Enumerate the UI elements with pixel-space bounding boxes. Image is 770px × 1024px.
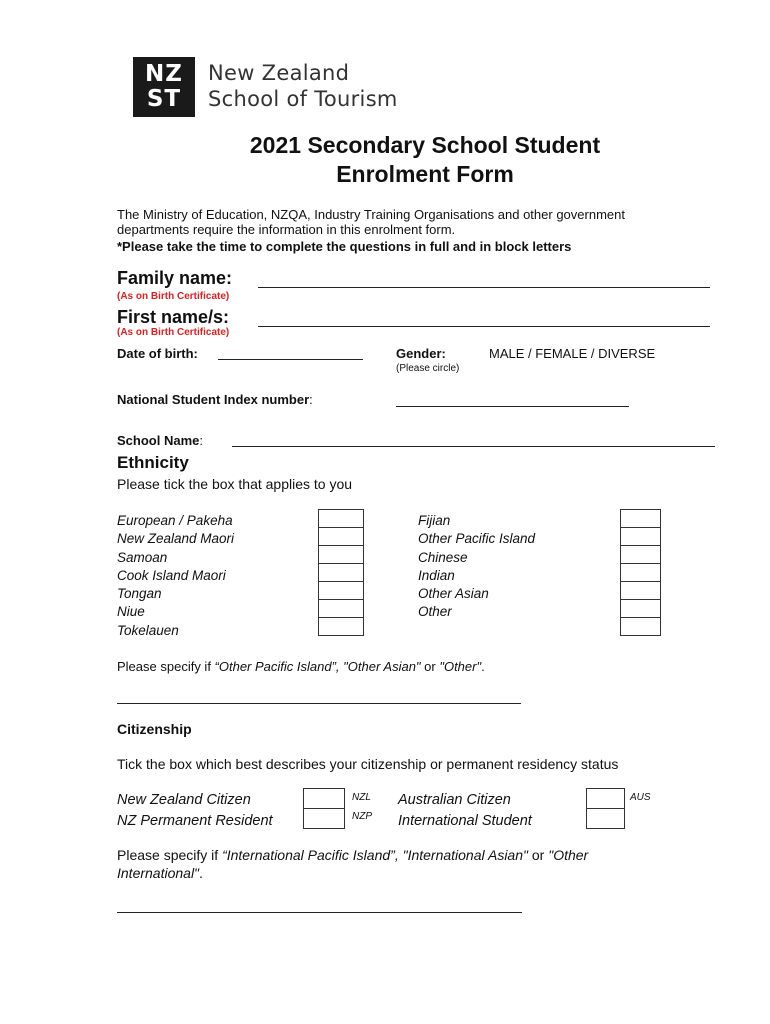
ethnicity-option-indian: Indian: [418, 567, 455, 583]
ethnicity-option-other-asian: Other Asian: [418, 586, 489, 602]
ethnicity-option-chinese: Chinese: [418, 549, 468, 565]
ethnicity-option-other: Other: [418, 604, 452, 620]
checkbox-european[interactable]: [318, 509, 364, 528]
ethnicity-option-cook-island-maori: Cook Island Maori: [117, 567, 226, 583]
ethnicity-right-options: [418, 512, 535, 622]
citizenship-option-nz-citizen: New Zealand Citizen: [117, 792, 251, 808]
checkbox-nz-maori[interactable]: [318, 527, 364, 546]
ethnicity-heading: Ethnicity: [117, 453, 189, 472]
ethnicity-option-niue: Niue: [117, 604, 145, 620]
school-field[interactable]: [232, 446, 715, 447]
checkbox-chinese[interactable]: [620, 545, 661, 564]
intro-text-line2: departments require the information in this enrolment form.: [117, 222, 456, 237]
first-names-label: First name/s:: [117, 307, 230, 327]
school-label-colon: :: [199, 433, 203, 448]
checkbox-cook-island-maori[interactable]: [318, 563, 364, 582]
ethnicity-option-nz-maori: New Zealand Maori: [117, 531, 235, 547]
citizenship-specify-prefix: Please specify if: [117, 847, 223, 863]
checkbox-fijian[interactable]: [620, 509, 661, 528]
ethnicity-specify-prefix: Please specify if: [117, 659, 215, 674]
intro-text-line1: The Ministry of Education, NZQA, Industry Training Organisations and other government: [117, 207, 625, 222]
ethnicity-specify-end: .: [481, 659, 485, 674]
brand-name-line2: School of Tourism: [208, 87, 398, 111]
family-name-note: (As on Birth Certificate): [117, 291, 230, 302]
checkbox-extra[interactable]: [620, 617, 661, 636]
ethnicity-option-other-pacific: Other Pacific Island: [418, 531, 536, 547]
ethnicity-option-tokelauen: Tokelauen: [117, 622, 179, 638]
checkbox-other-pacific[interactable]: [620, 527, 661, 546]
citizenship-specify-field[interactable]: [117, 912, 522, 913]
first-names-note: (As on Birth Certificate): [117, 327, 230, 338]
logo-mark: [133, 57, 195, 117]
checkbox-tokelauen[interactable]: [318, 617, 364, 636]
dob-field[interactable]: [218, 359, 363, 360]
citizenship-instruction: Tick the box which best describes your citizenship or permanent residency status: [117, 756, 619, 772]
citizenship-specify-opt2b: International": [117, 865, 200, 881]
citizenship-option-nz-permanent-resident: NZ Permanent Resident: [117, 812, 273, 829]
checkbox-samoan[interactable]: [318, 545, 364, 564]
ethnicity-specify-opt2: "Other": [439, 659, 482, 674]
ethnicity-right-checkboxes: [620, 510, 661, 636]
dob-label: Date of birth:: [117, 346, 198, 361]
ethnicity-option-tongan: Tongan: [117, 586, 162, 602]
nsi-field[interactable]: [396, 406, 629, 407]
nsi-label-colon: :: [309, 392, 313, 407]
citizenship-left-checkboxes: [303, 789, 345, 829]
checkbox-other-asian[interactable]: [620, 581, 661, 600]
checkbox-nzl[interactable]: [303, 788, 345, 809]
ethnicity-option-european: European / Pakeha: [117, 513, 233, 528]
checkbox-indian[interactable]: [620, 563, 661, 582]
checkbox-tongan[interactable]: [318, 581, 364, 600]
family-name-field[interactable]: [258, 287, 710, 288]
citizenship-specify-end: .: [199, 865, 203, 881]
page-title-line2: Enrolment Form: [336, 161, 514, 187]
first-names-field[interactable]: [258, 326, 710, 327]
gender-note: (Please circle): [396, 363, 460, 374]
checkbox-aus[interactable]: [586, 788, 625, 809]
citizenship-code-aus: AUS: [630, 792, 651, 803]
ethnicity-specify-opt1: “Other Pacific Island”, "Other Asian": [214, 659, 421, 674]
citizenship-specify-text: [117, 846, 677, 882]
ethnicity-specify-or: or: [420, 659, 440, 674]
citizenship-code-nzp: NZP: [352, 811, 372, 822]
ethnicity-specify-text: [117, 659, 485, 674]
citizenship-code-nzl: NZL: [352, 792, 371, 803]
gender-options[interactable]: MALE / FEMALE / DIVERSE: [489, 346, 656, 361]
citizenship-specify-opt2a: "Other: [548, 847, 589, 863]
citizenship-right-options: [398, 790, 532, 831]
citizenship-left-options: [117, 790, 273, 831]
logo-line-nz: NZ: [145, 61, 183, 87]
ethnicity-specify-field[interactable]: [117, 703, 521, 704]
citizenship-option-australian-citizen: Australian Citizen: [398, 792, 511, 808]
nsi-label: [117, 392, 313, 407]
school-label: [117, 433, 203, 448]
logo-line-st: ST: [146, 86, 182, 112]
ethnicity-instruction: Please tick the box that applies to you: [117, 476, 353, 492]
ethnicity-option-fijian: Fijian: [418, 513, 451, 528]
gender-label: Gender:: [396, 346, 446, 361]
citizenship-option-international-student: International Student: [398, 812, 532, 829]
checkbox-nzp[interactable]: [303, 808, 345, 829]
checkbox-other[interactable]: [620, 599, 661, 618]
citizenship-specify-or: or: [527, 847, 549, 863]
page-title-line1: 2021 Secondary School Student: [249, 132, 601, 158]
ethnicity-left-checkboxes: [318, 510, 364, 636]
checkbox-niue[interactable]: [318, 599, 364, 618]
family-name-label: Family name:: [117, 268, 233, 288]
ethnicity-option-samoan: Samoan: [117, 549, 168, 565]
citizenship-right-checkboxes: [586, 789, 625, 829]
citizenship-heading: Citizenship: [117, 721, 192, 737]
citizenship-specify-opt1: “International Pacific Island”, "International Asian": [222, 847, 528, 863]
school-label-text: School Name: [117, 433, 200, 448]
intro-note: *Please take the time to complete the questions in full and in block letters: [117, 239, 572, 254]
ethnicity-left-options: [117, 512, 234, 640]
brand-name-line1: New Zealand: [208, 61, 350, 85]
checkbox-international[interactable]: [586, 808, 625, 829]
nsi-label-text: National Student Index number: [117, 392, 310, 407]
